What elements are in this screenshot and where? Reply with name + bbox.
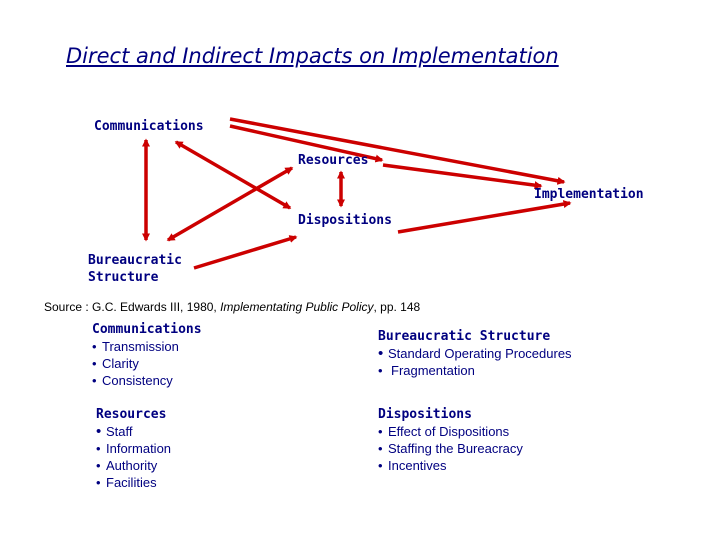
node-bureaucratic-structure	[88, 252, 182, 286]
list-item: • Consistency	[92, 373, 173, 388]
arrow-bureaucratic-dispositions	[194, 237, 296, 268]
list-item: • Information	[96, 441, 172, 456]
node-dispositions: Dispositions	[298, 213, 392, 228]
arrow-resources-bureaucratic	[168, 168, 292, 240]
list-item: • Standard Operating Procedures	[378, 345, 572, 362]
detail-heading: Resources	[96, 407, 167, 422]
list-item: • Clarity	[92, 356, 139, 371]
source-suffix: , pp. 148	[373, 300, 421, 314]
list-item: • Effect of Dispositions	[378, 424, 510, 439]
list-item: • Staff	[96, 423, 133, 440]
arrow-resources-implementation	[383, 165, 541, 186]
page-title: Direct and Indirect Impacts on Implementation	[66, 44, 559, 68]
source-prefix: Source : G.C. Edwards III, 1980,	[44, 300, 221, 314]
detail-communications	[92, 321, 202, 389]
node-resources: Resources	[298, 153, 369, 168]
source-citation	[44, 300, 420, 314]
detail-resources	[96, 406, 171, 491]
node-bureaucratic-line2: Structure	[88, 270, 159, 285]
list-item: • Authority	[96, 458, 158, 473]
list-item: • Transmission	[92, 339, 179, 354]
node-bureaucratic-line1: Bureaucratic	[88, 253, 182, 268]
list-item: • Facilities	[96, 475, 157, 490]
detail-heading: Communications	[92, 322, 202, 337]
list-item: • Fragmentation	[378, 363, 475, 378]
node-implementation: Implementation	[534, 187, 644, 202]
source-book-title: Implementating Public Policy	[220, 300, 374, 314]
list-item: • Incentives	[378, 458, 447, 473]
list-item: • Staffing the Bureacracy	[378, 441, 523, 456]
node-communications: Communications	[94, 119, 204, 134]
arrow-dispositions-implementation	[398, 203, 570, 232]
arrow-communications-dispositions	[176, 142, 290, 208]
detail-heading: Dispositions	[378, 407, 472, 422]
arrow-communications-implementation	[230, 119, 564, 182]
detail-heading: Bureaucratic Structure	[378, 329, 551, 344]
detail-bureaucratic-structure	[378, 328, 572, 379]
detail-dispositions	[378, 406, 523, 474]
